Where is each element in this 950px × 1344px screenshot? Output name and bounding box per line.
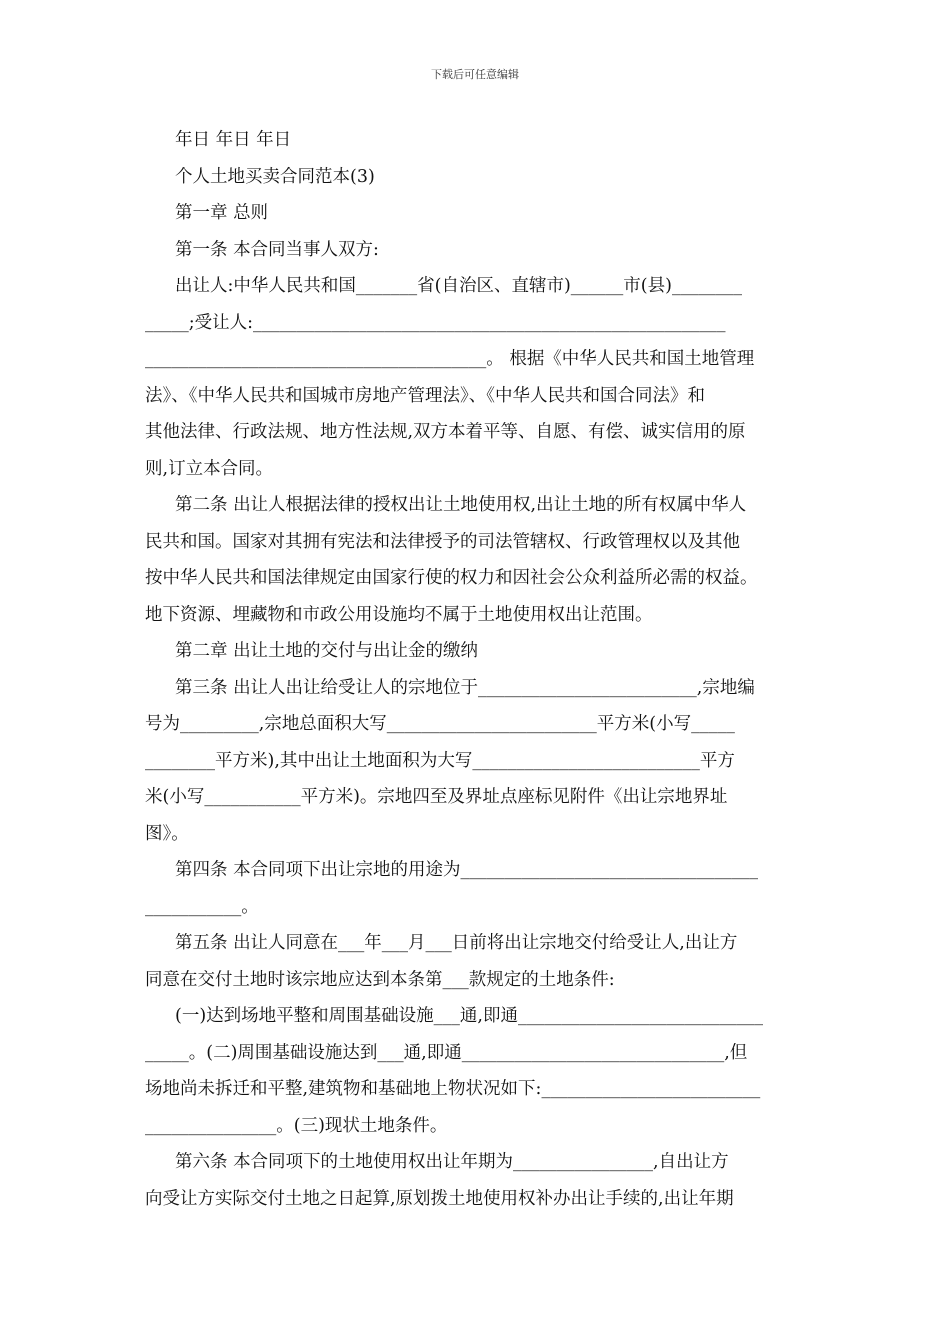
text-line: _____;受让人:______________________________________________________ — [145, 312, 726, 333]
text-line: ________平方米),其中出让土地面积为大写__________________________平方 — [145, 750, 735, 771]
chapter-heading: 第二章 出让土地的交付与出让金的缴纳 — [175, 641, 479, 661]
text-line: 场地尚未拆迁和平整,建筑物和基础地上物状况如下:_________________________ — [145, 1079, 761, 1099]
text-line: _______________________________________。 根据《中华人民共和国土地管理 — [145, 349, 755, 369]
chapter-heading: 第一章 总则 — [175, 203, 269, 223]
text-line: _______________。(三)现状土地条件。 — [145, 1115, 448, 1136]
text-line: 民共和国。国家对其拥有宪法和法律授予的司法管辖权、行政管理权以及其他 — [145, 531, 740, 552]
text-line: 向受让方实际交付土地之日起算,原划拨土地使用权补办出让手续的,出让年期 — [145, 1188, 734, 1209]
text-line: 同意在交付土地时该宗地应达到本条第___款规定的土地条件: — [145, 969, 615, 990]
text-line: 按中华人民共和国法律规定由国家行使的权力和因社会公众利益所必需的权益。 — [145, 568, 758, 588]
text-line: 第一条 本合同当事人双方: — [175, 239, 379, 260]
text-line: 号为_________,宗地总面积大写________________________平方米(小写_____ — [145, 714, 735, 734]
text-line: 其他法律、行政法规、地方性法规,双方本着平等、自愿、有偿、诚实信用的原 — [145, 422, 746, 442]
text-line: 第六条 本合同项下的土地使用权出让年期为________________,自出让方 — [175, 1152, 729, 1172]
text-line: 法》、《中华人民共和国城市房地产管理法》、《中华人民共和国合同法》和 — [145, 385, 705, 406]
text-line: 米(小写___________平方米)。宗地四至及界址点座标见附件《出让宗地界址 — [145, 787, 728, 807]
text-line: 第五条 出让人同意在___年___月___日前将出让宗地交付给受让人,出让方 — [175, 933, 738, 953]
text-line: ___________。 — [145, 896, 259, 917]
text-line: 地下资源、埋藏物和市政公用设施均不属于土地使用权出让范围。 — [145, 604, 653, 625]
text-line: 则,订立本合同。 — [145, 458, 274, 479]
text-line: 出让人:中华人民共和国_______省(自治区、直辖市)______市(县)________ — [175, 276, 742, 296]
page-header-note: 下载后可任意编辑 — [431, 68, 519, 81]
contract-body — [145, 122, 807, 1217]
text-line: 年日 年日 年日 — [175, 130, 292, 150]
text-line: _____。(二)周围基础设施达到___通,即通______________________________,但 — [145, 1042, 748, 1063]
text-line: 图》。 — [145, 823, 189, 844]
text-line: 第四条 本合同项下出让宗地的用途为__________________________________ — [175, 860, 759, 880]
text-line: (一)达到场地平整和周围基础设施___通,即通____________________________ — [175, 1006, 763, 1026]
text-line: 第三条 出让人出让给受让人的宗地位于_________________________,宗地编 — [175, 677, 755, 698]
document-title: 个人土地买卖合同范本(3) — [175, 166, 375, 187]
text-line: 第二条 出让人根据法律的授权出让土地使用权,出让土地的所有权属中华人 — [175, 495, 747, 515]
